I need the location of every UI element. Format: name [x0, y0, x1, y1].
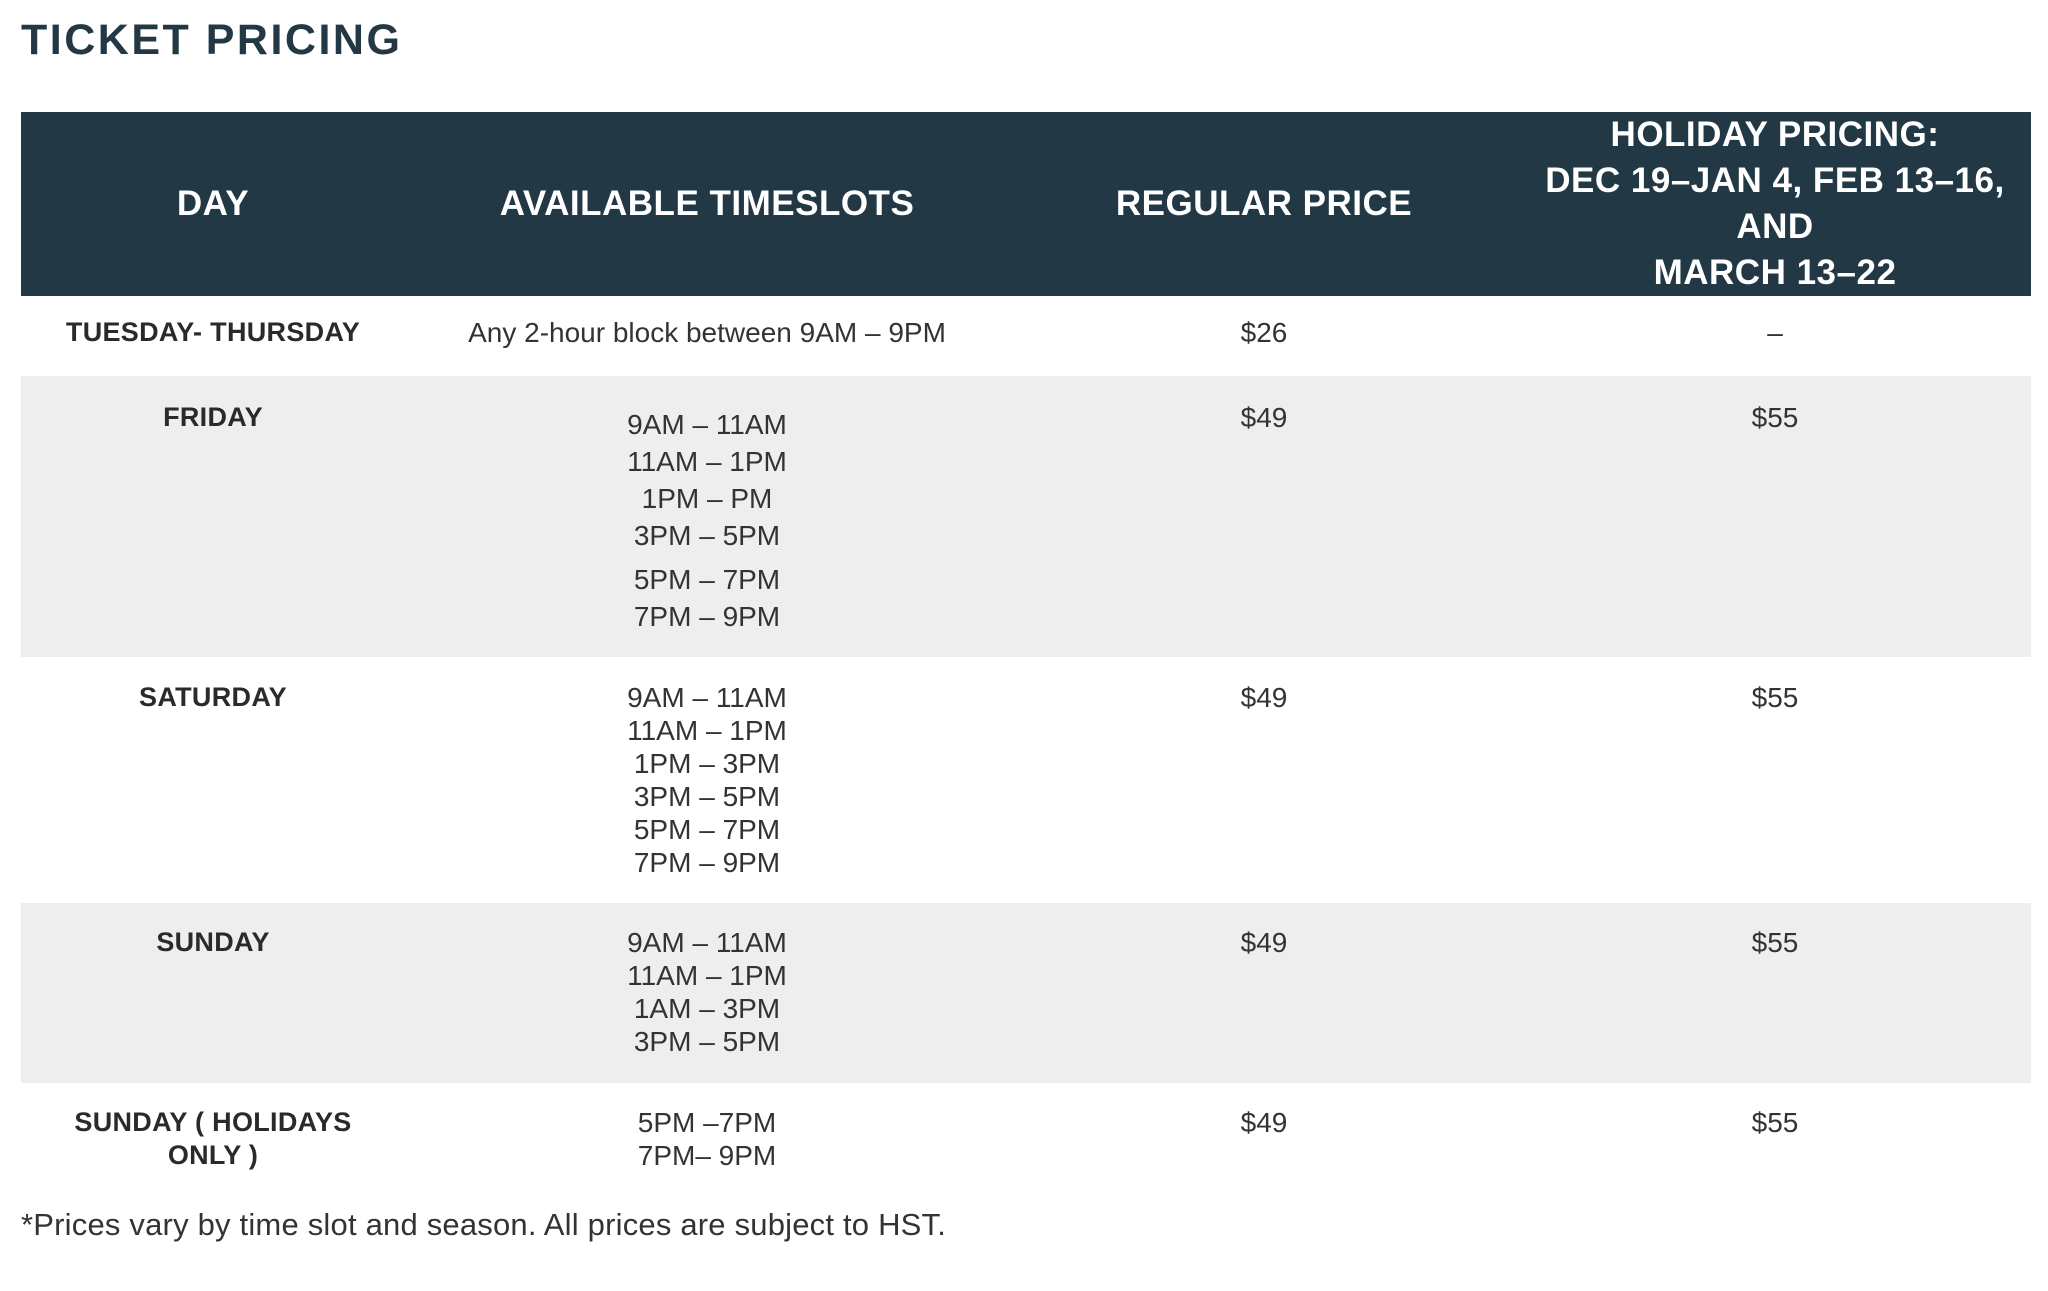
regular-price-cell: $26: [1240, 317, 1288, 348]
regular-price-cell: $49: [1240, 927, 1288, 958]
timeslots-cell: [405, 1083, 1009, 1203]
pricing-footnote: *Prices vary by time slot and season. All prices are subject to HST.: [21, 1207, 947, 1242]
day-cell: SATURDAY: [139, 682, 287, 712]
timeslot: 7PM – 9PM: [633, 601, 781, 632]
header-timeslots: AVAILABLE TIMESLOTS: [499, 184, 915, 223]
timeslot: 9AM – 11AM: [627, 409, 787, 440]
timeslot: 11AM – 1PM: [627, 446, 787, 477]
timeslot: 5PM – 7PM: [633, 814, 781, 845]
timeslot: 3PM – 5PM: [633, 781, 781, 812]
timeslot: 7PM – 9PM: [633, 847, 781, 878]
table-row: [21, 376, 2031, 657]
header-row: [21, 112, 2031, 296]
table-row: [21, 903, 2031, 1083]
timeslot: Any 2-hour block between 9AM – 9PM: [468, 317, 946, 348]
holiday-price-cell: $55: [1751, 1107, 1799, 1138]
holiday-price-cell: –: [1767, 317, 1783, 348]
timeslots-cell: [405, 296, 1009, 376]
timeslots-cell: [405, 376, 1009, 657]
page-title: TICKET PRICING: [21, 16, 403, 64]
holiday-price-cell: $55: [1751, 682, 1799, 713]
timeslot: 1AM – 3PM: [633, 993, 781, 1024]
timeslot: 5PM –7PM: [637, 1107, 777, 1138]
day-cell: TUESDAY- THURSDAY: [65, 317, 361, 347]
timeslot: 11AM – 1PM: [627, 960, 787, 991]
timeslot: 7PM– 9PM: [637, 1140, 777, 1171]
header-regular-price: REGULAR PRICE: [1115, 184, 1413, 223]
regular-price-cell: $49: [1240, 1107, 1288, 1138]
day-label-line2: ONLY ): [167, 1140, 259, 1170]
holiday-header-line3: MARCH 13–22: [1653, 253, 1897, 292]
timeslots-cell: [405, 657, 1009, 903]
timeslot: 1PM – 3PM: [633, 748, 781, 779]
table-body: [21, 296, 2031, 1203]
table-header: [21, 112, 2031, 296]
day-cell: FRIDAY: [163, 402, 263, 432]
regular-price-cell: $49: [1240, 402, 1288, 433]
timeslot: 9AM – 11AM: [627, 682, 787, 713]
timeslot: 5PM – 7PM: [633, 564, 781, 595]
table-row: [21, 657, 2031, 903]
holiday-header-line1: HOLIDAY PRICING:: [1610, 115, 1940, 154]
timeslot: 9AM – 11AM: [627, 927, 787, 958]
holiday-price-cell: $55: [1751, 927, 1799, 958]
timeslot: 3PM – 5PM: [633, 520, 781, 551]
timeslots-cell: [405, 903, 1009, 1083]
table-row: [21, 1083, 2031, 1203]
ticket-pricing-table: [21, 112, 2031, 1203]
header-holiday-pricing: [1519, 112, 2031, 296]
table-row: [21, 296, 2031, 376]
holiday-price-cell: $55: [1751, 402, 1799, 433]
holiday-header-line2: DEC 19–JAN 4, FEB 13–16, AND: [1545, 161, 2005, 246]
day-cell: [21, 1083, 405, 1203]
slot-spacer: [405, 554, 1009, 561]
regular-price-cell: $49: [1240, 682, 1288, 713]
day-label-line1: SUNDAY ( HOLIDAYS: [74, 1107, 352, 1137]
day-cell: SUNDAY: [156, 927, 270, 957]
header-day: DAY: [176, 184, 250, 223]
timeslot: 1PM – PM: [641, 483, 773, 514]
timeslot: 3PM – 5PM: [633, 1026, 781, 1057]
timeslot: 11AM – 1PM: [627, 715, 787, 746]
